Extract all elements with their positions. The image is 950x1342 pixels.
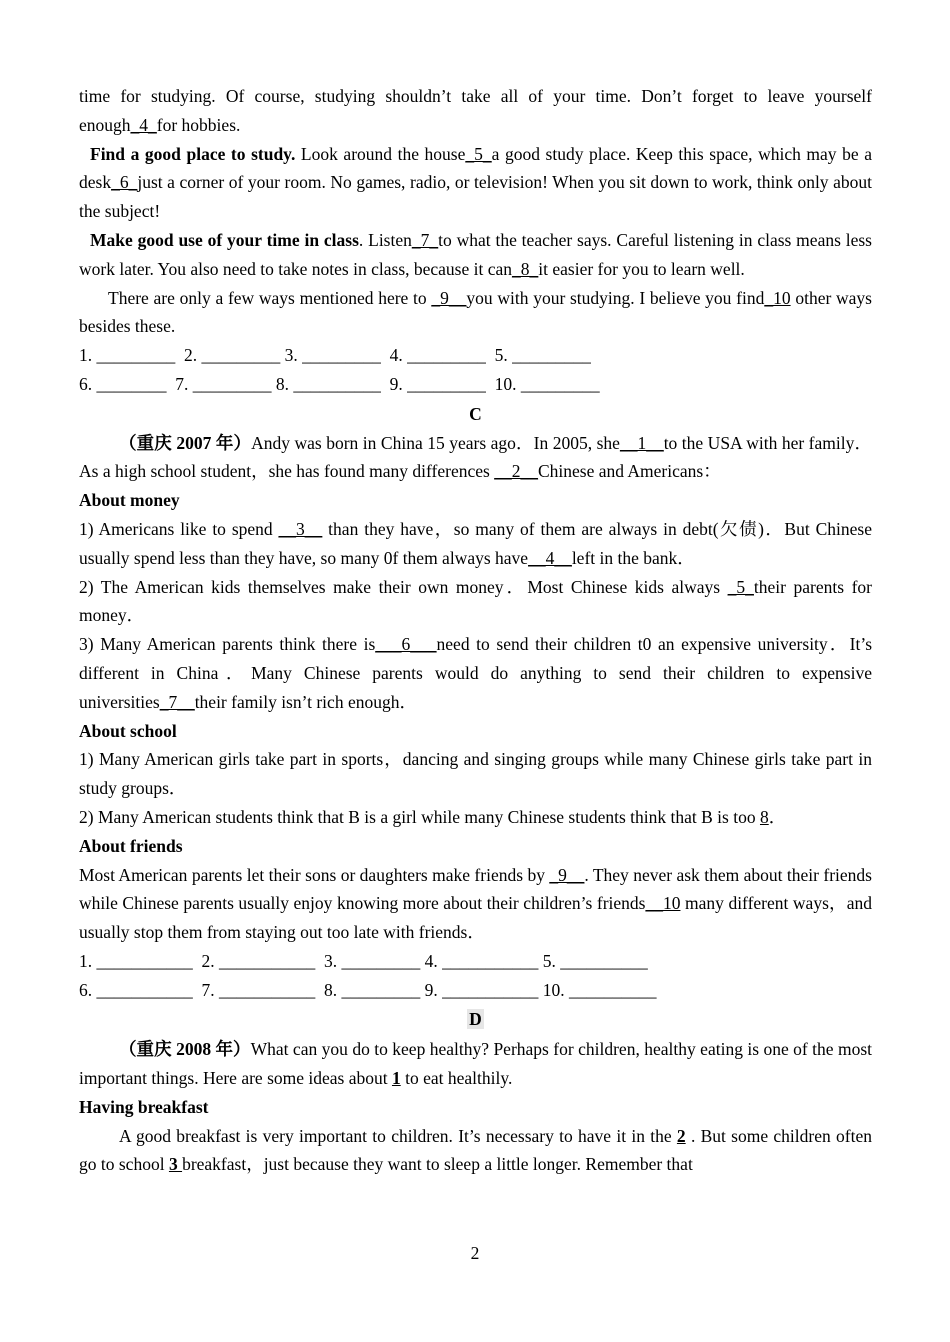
text: . Listen bbox=[358, 229, 412, 250]
text: ． bbox=[768, 806, 787, 827]
answer-blanks-row-2: 6. ________ 7. _________ 8. __________ 9. _________ 10. _________ bbox=[79, 373, 600, 394]
blank-10: _10 bbox=[764, 287, 791, 308]
blank-8: _8_ bbox=[512, 258, 539, 279]
answer-blanks-row-2: 6. ___________ 7. ___________ 8. _________ 9. ___________ 10. __________ bbox=[79, 979, 657, 1000]
text: Chinese and Americans： bbox=[537, 461, 721, 482]
answer-blanks-row-1: 1. _________ 2. _________ 3. _________ 4. _________ 5. _________ bbox=[79, 345, 591, 366]
blank-5: _5_ bbox=[727, 576, 754, 597]
text: their parents for money． bbox=[79, 576, 872, 626]
text: 2) Many American students think that B is a girl while many Chinese students think that B is too bbox=[79, 806, 760, 827]
passage-b-paragraph-4 bbox=[79, 284, 872, 342]
passage-b-paragraph-3 bbox=[79, 226, 872, 284]
source-label: （重庆 2008 年） bbox=[119, 1039, 251, 1060]
text: 2) The American kids themselves make their own money．Most Chinese kids always bbox=[79, 576, 728, 597]
text: for hobbies. bbox=[156, 114, 241, 135]
section-c-intro bbox=[79, 429, 872, 487]
text: . They never ask them about their friends while Chinese parents usually enjoy knowing more about their children’s friends bbox=[79, 864, 872, 914]
blank-9: _9__ bbox=[549, 864, 585, 885]
blank-1: 1 bbox=[391, 1068, 401, 1089]
section-title-d-label: D bbox=[469, 1008, 482, 1029]
text: it easier for you to learn well. bbox=[538, 258, 745, 279]
blank-1: __1__ bbox=[619, 432, 664, 453]
text: to the USA with her family．As a high school student，she has found many differences bbox=[79, 432, 872, 482]
breakfast-paragraph bbox=[79, 1122, 872, 1180]
text: . But some children often go to school bbox=[79, 1125, 872, 1175]
text: many different ways，and usually stop them from staying out too late with friends． bbox=[79, 893, 872, 943]
text: A good breakfast is very important to children. It’s necessary to have it in the bbox=[119, 1125, 677, 1146]
blank-7: _7__ bbox=[159, 691, 195, 712]
money-item-3 bbox=[79, 630, 872, 716]
paragraph-heading: Find a good place to study. bbox=[90, 143, 296, 164]
text: breakfast，just because they want to sleep a little longer. Remember that bbox=[182, 1154, 693, 1175]
heading-about-money: About money bbox=[79, 490, 180, 511]
friends-paragraph bbox=[79, 861, 872, 947]
section-d-intro bbox=[79, 1035, 872, 1093]
blank-4: __4__ bbox=[528, 547, 572, 568]
page-number: 2 bbox=[470, 1243, 480, 1263]
source-label: （重庆 2007 年） bbox=[119, 432, 252, 453]
text: Look around the house bbox=[295, 143, 466, 164]
answer-blanks-row-1: 1. ___________ 2. ___________ 3. _________ 4. ___________ 5. __________ bbox=[79, 950, 648, 971]
blank-9: _9__ bbox=[431, 287, 467, 308]
blank-2: 2 bbox=[676, 1125, 686, 1146]
text: There are only a few ways mentioned here to bbox=[108, 287, 432, 308]
money-item-1 bbox=[79, 515, 872, 573]
blank-3: __3__ bbox=[278, 518, 323, 539]
passage-b-paragraph-1 bbox=[79, 82, 872, 140]
text: Most American parents let their sons or daughters make friends by bbox=[79, 864, 550, 885]
school-item-1: 1) Many American girls take part in sports，dancing and singing groups while many Chinese girls take part in study groups． bbox=[79, 749, 872, 799]
school-item-2 bbox=[79, 803, 872, 832]
passage-b-paragraph-2 bbox=[79, 140, 872, 226]
blank-2: __2__ bbox=[494, 461, 538, 482]
heading-about-friends: About friends bbox=[79, 835, 183, 856]
text: to what the teacher says. Careful listening in class means less work later. You also need to take notes in class, because it can bbox=[79, 229, 872, 279]
heading-having-breakfast: Having breakfast bbox=[79, 1096, 209, 1117]
blank-3: 3 bbox=[168, 1154, 183, 1175]
paragraph-heading: Make good use of your time in class bbox=[90, 229, 359, 250]
document-page bbox=[79, 82, 872, 1179]
text: to eat healthily. bbox=[400, 1068, 513, 1089]
text: time for studying. Of course, studying shouldn’t take all of your time. Don’t forget to leave yourself enough bbox=[79, 86, 872, 135]
blank-8: 8 bbox=[759, 806, 769, 827]
blank-6: _6_ bbox=[111, 172, 138, 193]
section-title-c: C bbox=[469, 403, 482, 424]
text: just a corner of your room. No games, radio, or television! When you sit down to work, think only about the subject! bbox=[79, 172, 872, 222]
text: What can you do to keep healthy? Perhaps for children, healthy eating is one of the most important things. Here are some ideas about bbox=[79, 1039, 872, 1089]
text: Andy was born in China 15 years ago．In 2005, she bbox=[251, 432, 620, 453]
text: their family isn’t rich enough． bbox=[194, 691, 417, 712]
text: 1) Americans like to spend bbox=[79, 518, 279, 539]
section-title-d bbox=[79, 1005, 872, 1034]
blank-5: _5_ bbox=[465, 143, 492, 164]
text: need to send their children t0 an expensive university．It’s different in China．Many Chinese parents would do anything to send their children to expensive universities bbox=[79, 634, 873, 712]
text: 3) Many American parents think there is bbox=[79, 634, 376, 655]
text: a good study place. Keep this space, which may be a desk bbox=[79, 143, 872, 193]
blank-6: ___6___ bbox=[375, 634, 437, 655]
blank-7: _7_ bbox=[411, 229, 439, 250]
text: other ways besides these. bbox=[79, 287, 872, 337]
heading-about-school: About school bbox=[79, 720, 177, 741]
text: than they have，so many of them are always in debt(欠债)．But Chinese usually spend less than they have, so many 0f them always have bbox=[79, 518, 872, 568]
text: left in the bank． bbox=[571, 547, 695, 568]
money-item-2 bbox=[79, 573, 872, 631]
blank-10: __10 bbox=[645, 893, 681, 914]
blank-4: _4_ bbox=[130, 114, 157, 135]
text: you with your studying. I believe you find bbox=[466, 287, 765, 308]
